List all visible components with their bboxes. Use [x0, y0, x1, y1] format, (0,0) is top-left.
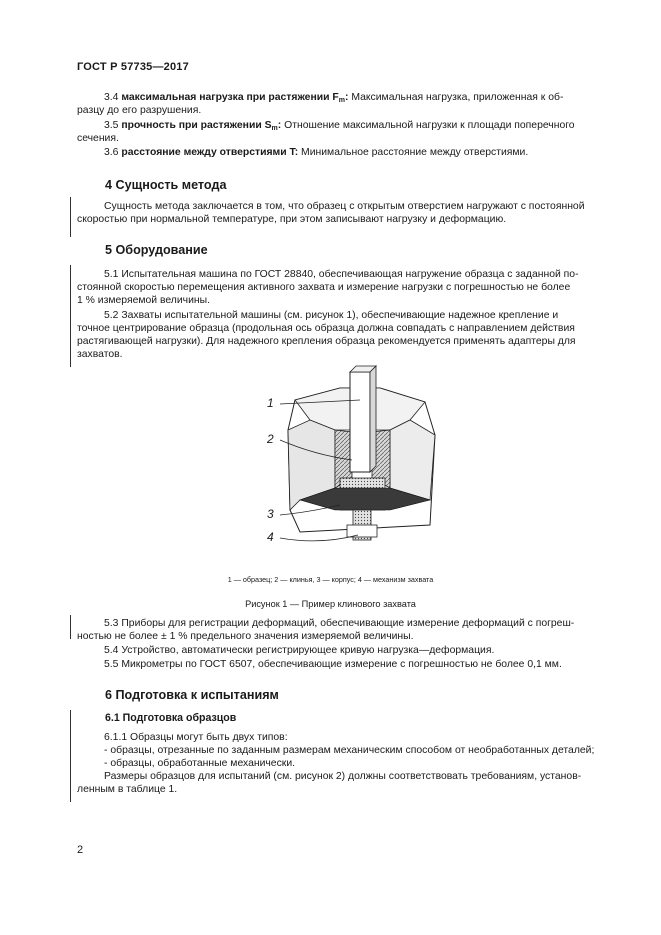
paragraph-6-1-1: 6.1.1 Образцы могут быть двух типов: - образцы, отрезанные по заданным размерам механическим способом от необработанных деталей; - образцы, обработанные механически. Размеры образцов для испытаний (см. рисунок 2) должны соответствовать требованиям, установ- ленным в таблице 1. [77, 732, 595, 795]
figure-label-1: 1 [267, 396, 274, 410]
def-text-cont: сечения. [77, 133, 119, 144]
revision-bar [70, 710, 71, 802]
figure-label-3: 3 [267, 507, 274, 521]
page-number: 2 [77, 844, 84, 856]
def-number: 3.4 [104, 92, 119, 103]
paragraph-5-4: 5.4 Устройство, автоматически регистрирующее кривую нагрузка—деформация. [104, 645, 495, 656]
revision-bar [70, 197, 71, 237]
list-item: - образцы, обработанные механически. [104, 758, 296, 769]
paragraph-5-1: 5.1 Испытательная машина по ГОСТ 28840, обеспечивающая нагружение образца с заданной по- стоянной скоростью перемещения активного захвата и измерение нагрузки с погрешностью не более 1 % измеряемой величины. [77, 269, 579, 306]
figure-label-4: 4 [267, 530, 274, 544]
section-4-heading: 4 Сущность метода [105, 178, 227, 192]
definition-3-6 [77, 146, 613, 159]
def-text: Отношение максимальной нагрузки к площади поперечного [281, 120, 575, 131]
figure-label-2: 2 [267, 432, 274, 446]
def-text-cont: разцу до его разрушения. [77, 105, 202, 116]
section-5-heading: 5 Оборудование [105, 243, 208, 257]
section-4-text: Сущность метода заключается в том, что образец с открытым отверстием нагружают с постоянной скоростью при нормальной температуре, при этом записывают нагрузку и деформацию. [77, 201, 585, 225]
wedge-grip-drawing [240, 360, 480, 560]
paragraph-5-3: 5.3 Приборы для регистрации деформаций, обеспечивающие измерение деформаций с погреш- ностью не более ± 1 % предельного значения измеряемой величины. [77, 618, 575, 642]
def-text: Максимальная нагрузка, приложенная к об- [348, 92, 564, 103]
definition-3-4 [77, 91, 613, 117]
paragraph-5-5: 5.5 Микрометры по ГОСТ 6507, обеспечивающие измерение с погрешностью не более 0,1 мм. [104, 659, 562, 670]
subsection-6-1-heading: 6.1 Подготовка образцов [105, 712, 237, 724]
def-number: 3.6 [104, 147, 119, 158]
paragraph-5-2: 5.2 Захваты испытательной машины (см. рисунок 1), обеспечивающие надежное крепление и точное центрирование образца (продольная ось образца должна совпадать с направлением действия растягивающей нагрузки). Для надежного крепления образца рекомендуется применять адаптеры для захватов. [77, 310, 576, 360]
section-6-heading: 6 Подготовка к испытаниям [105, 688, 279, 702]
def-term: максимальная нагрузка при растяжении $F_m$: [121, 92, 349, 104]
def-text: Минимальное расстояние между отверстиями. [298, 147, 529, 158]
list-item: - образцы, отрезанные по заданным размерам механическим способом от необработанных деталей; [104, 745, 595, 756]
figure-caption: Рисунок 1 — Пример клинового захвата [245, 599, 416, 609]
def-term: расстояние между отверстиями T: [121, 147, 299, 158]
definition-3-5 [77, 119, 613, 145]
def-number: 3.5 [104, 120, 119, 131]
revision-bar [70, 615, 71, 639]
document-header: ГОСТ Р 57735—2017 [77, 61, 189, 73]
revision-bar [70, 265, 71, 367]
figure-legend: 1 — образец; 2 — клинья, 3 — корпус; 4 — механизм захвата [227, 575, 434, 584]
def-term: прочность при растяжении $S_m$: [121, 120, 282, 132]
